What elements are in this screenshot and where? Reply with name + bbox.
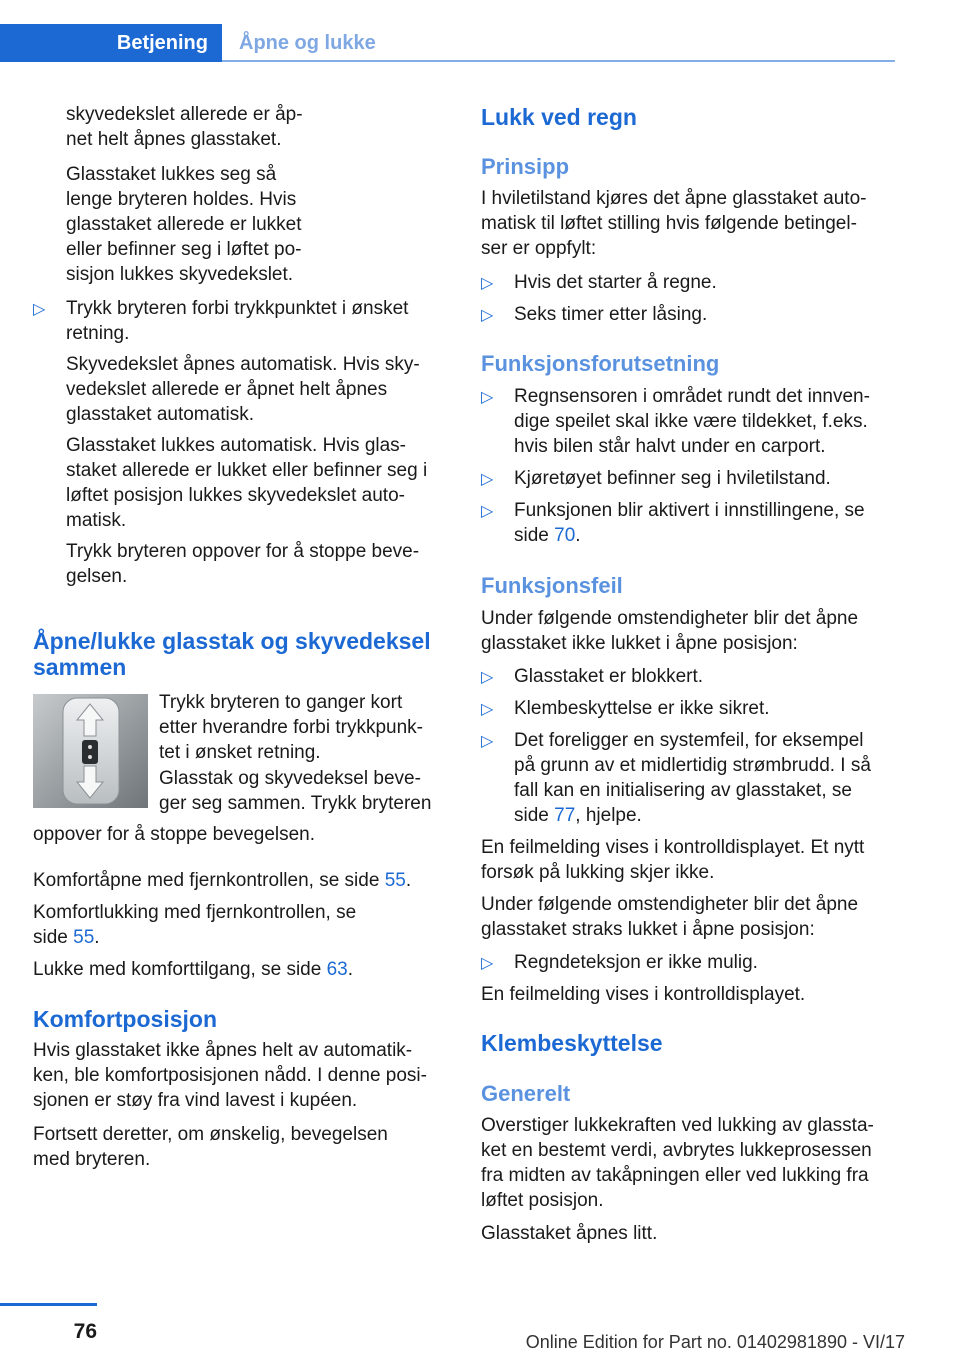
edition-note: Online Edition for Part no. 01402981890 - VI/17	[525, 1332, 905, 1352]
section-heading: Lukk ved regn	[481, 104, 637, 130]
paragraph: Glasstaket åpnes litt.	[481, 1223, 658, 1244]
list-item-text: Regndeteksjon er ikke mulig.	[514, 952, 758, 973]
subheading: Prinsipp	[481, 154, 570, 179]
paragraph: Trykk bryteren oppover for å stoppe beve‑ gelsen.	[66, 541, 420, 587]
page-link[interactable]: 77	[554, 805, 576, 826]
triangle-bullet-icon: ▷	[481, 701, 494, 718]
list-item	[481, 950, 896, 975]
subsection-title: Åpne og lukke	[239, 32, 376, 54]
list-item-text: Kjøretøyet befinner seg i hviletilstand.	[514, 468, 831, 489]
list-item	[33, 296, 448, 589]
page-link[interactable]: 70	[554, 525, 576, 546]
reference-text: Komfortåpne med fjernkontrollen, se side	[33, 870, 385, 891]
list-item-text: Klembeskyttelse er ikke sikret.	[514, 698, 770, 719]
paragraph: Glasstak og skyvedeksel beve‑ ger seg sammen. Trykk bryteren	[159, 768, 432, 814]
cross-reference: Komfortåpne med fjernkontrollen, se side 55.	[33, 870, 412, 891]
list-item-text: Regnsensoren i området rundt det innven‑ dige speilet skal ikke være tildekket, f.eks. hvis bilen står halvt under en carport.	[514, 386, 870, 457]
subheading: Funksjonsforutsetning	[481, 351, 720, 376]
list-item-text: Glasstaket er blokkert.	[514, 666, 704, 687]
list-item-text: , hjelpe.	[575, 805, 642, 826]
paragraph: Under følgende omstendigheter blir det åpne glasstaket ikke lukket i åpne posisjon:	[481, 608, 859, 654]
list-item	[481, 498, 896, 548]
paragraph: Fortsett deretter, om ønskelig, bevegelsen med bryteren.	[33, 1124, 388, 1170]
list-item-text: Funksjonen blir aktivert i innstillingene, se side	[514, 500, 865, 546]
paragraph: skyvedekslet allerede er åp‑ net helt åpnes glasstaket.	[66, 104, 303, 150]
subheading: Funksjonsfeil	[481, 573, 623, 598]
page-header	[0, 24, 895, 62]
triangle-bullet-icon: ▷	[481, 275, 494, 292]
list-item-text: Funksjonen blir aktivert i innstillingene, se side 70.	[514, 500, 865, 546]
section-tab: Betjening	[0, 24, 222, 62]
page-link[interactable]: 63	[326, 959, 348, 980]
reference-text: Komfortlukking med fjernkontrollen, se side	[33, 902, 357, 948]
list-item	[481, 466, 896, 491]
list-item-text: Hvis det starter å regne.	[514, 272, 717, 293]
triangle-bullet-icon: ▷	[33, 301, 46, 318]
cross-reference: Komfortlukking med fjernkontrollen, se side 55.	[33, 902, 357, 948]
triangle-bullet-icon: ▷	[481, 389, 494, 406]
section-heading: Klembeskyttelse	[481, 1030, 663, 1056]
triangle-bullet-icon: ▷	[481, 471, 494, 488]
page-link[interactable]: 55	[73, 927, 95, 948]
list-item-text: Trykk bryteren forbi trykkpunktet i ønsket retning.	[66, 298, 409, 344]
header-rule	[222, 60, 895, 62]
section-heading: Åpne/lukke glasstak og skyvedeksel sammen	[33, 628, 431, 680]
paragraph: En feilmelding vises i kontrolldisplayet. Et nytt forsøk på lukking skjer ikke.	[481, 837, 865, 883]
paragraph: Skyvedekslet åpnes automatisk. Hvis sky‑ vedekslet allerede er åpnet helt åpnes glasstaket automatisk.	[66, 354, 420, 425]
cross-reference: Lukke med komforttilgang, se side 63.	[33, 959, 354, 980]
roof-switch-image	[33, 694, 148, 808]
paragraph: Trykk bryteren to ganger kort etter hverandre forbi trykkpunk‑ tet i ønsket retning.	[159, 692, 424, 763]
footer-rule	[0, 1303, 97, 1306]
list-item	[481, 270, 896, 295]
triangle-bullet-icon: ▷	[481, 307, 494, 324]
switch-illustration-icon	[33, 694, 148, 808]
triangle-bullet-icon: ▷	[481, 733, 494, 750]
paragraph: Glasstaket lukkes automatisk. Hvis glas‑ staket allerede er lukket eller befinner seg i løftet posisjon lukkes skyvedekslet auto‑ matisk.	[66, 435, 428, 531]
reference-text: Lukke med komforttilgang, se side	[33, 959, 327, 980]
list-item	[481, 302, 896, 327]
subheading: Generelt	[481, 1081, 571, 1106]
list-item	[481, 384, 896, 459]
list-item-text: Det foreligger en systemfeil, for eksempel på grunn av et midlertidig strømbrudd. I så fall kan en initialisering av glasstaket, se side	[514, 730, 871, 826]
page-link[interactable]: 55	[384, 870, 406, 891]
list-item	[481, 728, 896, 828]
paragraph: I hviletilstand kjøres det åpne glasstaket auto‑ matisk til løftet stilling hvis følgende betingel‑ ser er oppfylt:	[481, 188, 867, 259]
paragraph: Hvis glasstaket ikke åpnes helt av automatik‑ ken, ble komfortposisjonen nådd. I denne posi‑ sjonen er støy fra vind lavest i kupéen.	[33, 1040, 427, 1111]
paragraph: En feilmelding vises i kontrolldisplayet.	[481, 984, 806, 1005]
paragraph: Overstiger lukkekraften ved lukking av glassta‑ ket en bestemt verdi, avbrytes lukkeprosessen fra midten av takåpningen eller ved lukking fra løftet posisjon.	[481, 1115, 874, 1211]
paragraph: Under følgende omstendigheter blir det åpne glasstaket straks lukket i åpne posisjon:	[481, 894, 859, 940]
triangle-bullet-icon: ▷	[481, 955, 494, 972]
list-item	[481, 664, 896, 689]
section-heading: Komfortposisjon	[33, 1006, 217, 1032]
triangle-bullet-icon: ▷	[481, 503, 494, 520]
page-number: 76	[73, 1320, 97, 1343]
paragraph: oppover for å stoppe bevegelsen.	[33, 824, 316, 845]
list-item	[481, 696, 896, 721]
triangle-bullet-icon: ▷	[481, 669, 494, 686]
list-item-text	[514, 728, 896, 828]
paragraph: Glasstaket lukkes seg så lenge bryteren holdes. Hvis glasstaket allerede er lukket eller befinner seg i løftet po‑ sisjon lukkes skyvedekslet.	[66, 164, 302, 285]
list-item-text: Seks timer etter låsing.	[514, 304, 708, 325]
